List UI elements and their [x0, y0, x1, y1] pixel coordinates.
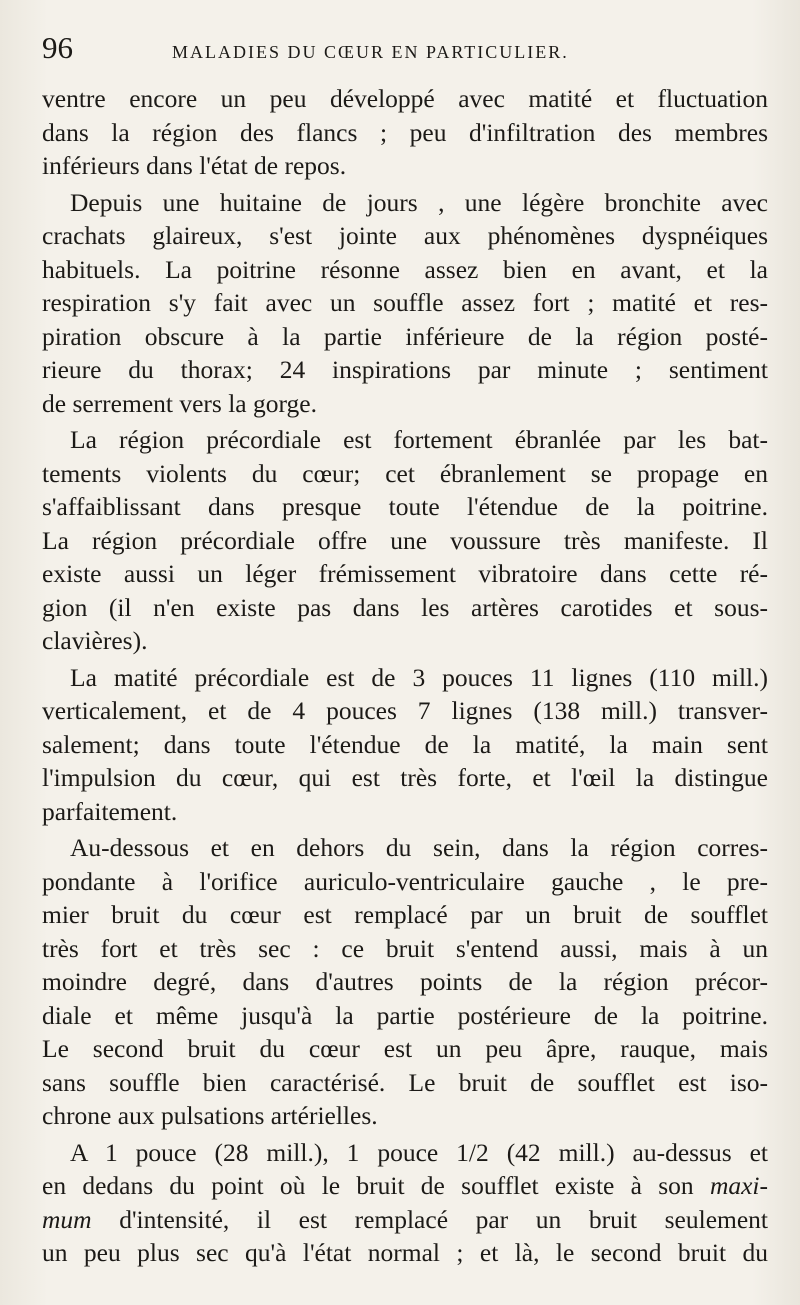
text-line: gion (il n'en existe pas dans les artères carotides et sous-	[42, 592, 768, 622]
text-line: mum d'intensité, il est remplacé par un bruit seulement	[42, 1204, 768, 1234]
text-line: existe aussi un léger frémissement vibratoire dans cette ré-	[42, 559, 768, 588]
page-number: 96	[42, 30, 73, 65]
text-line: rieure du thorax; 24 inspirations par minute ; sentiment	[42, 355, 768, 384]
text-line: ventre encore un peu développé avec matité et fluctuation	[42, 84, 768, 113]
text-line: clavières).	[42, 626, 148, 655]
text-line: piration obscure à la partie inférieure de la région posté-	[42, 321, 768, 351]
text-line: Au-dessous et en dehors du sein, dans la région corres-	[70, 833, 768, 862]
text-line: Le second bruit du cœur est un peu âpre, rauque, mais	[42, 1034, 768, 1063]
text-line: diale et même jusqu'à la partie postérieure de la poitrine.	[42, 1000, 768, 1030]
text-line: Depuis une huitaine de jours , une légère bronchite avec	[70, 187, 768, 217]
text-line: moindre degré, dans d'autres points de la région précor-	[42, 967, 768, 996]
text-line: chrone aux pulsations artérielles.	[42, 1101, 378, 1130]
paragraph	[42, 186, 768, 421]
text-line: A 1 pouce (28 mill.), 1 pouce 1/2 (42 mill.) au-dessus et	[70, 1137, 768, 1167]
paragraph	[42, 831, 768, 1133]
text-line: La matité précordiale est de 3 pouces 11 lignes (110 mill.)	[70, 662, 768, 692]
text-line: sans souffle bien caractérisé. Le bruit de soufflet est iso-	[42, 1067, 768, 1097]
text-line: La région précordiale est fortement ébranlée par les bat-	[70, 425, 768, 454]
text-line: pondante à l'orifice auriculo-ventriculaire gauche , le pre-	[42, 866, 768, 896]
text-line: de serrement vers la gorge.	[42, 388, 317, 418]
text-line: dans la région des flancs ; peu d'infiltration des membres	[42, 117, 768, 147]
body-text	[42, 82, 768, 1270]
text-line: La région précordiale offre une voussure très manifeste. Il	[42, 525, 768, 555]
text-line: salement; dans toute l'étendue de la matité, la main sent	[42, 729, 768, 759]
text-line: en dedans du point où le bruit de soufflet existe à son maxi-	[42, 1171, 768, 1200]
text-line: tements violents du cœur; cet ébranlement se propage en	[42, 458, 768, 488]
text-line: habituels. La poitrine résonne assez bien en avant, et la	[42, 254, 768, 284]
paragraph	[42, 1136, 768, 1270]
text-line: respiration s'y fait avec un souffle assez fort ; matité et res-	[42, 288, 768, 317]
text-line: inférieurs dans l'état de repos.	[42, 151, 347, 180]
text-line: crachats glaireux, s'est jointe aux phénomènes dyspnéiques	[42, 221, 768, 250]
text-line: très fort et très sec : ce bruit s'entend aussi, mais à un	[42, 933, 768, 963]
text-line: s'affaiblissant dans presque toute l'étendue de la poitrine.	[42, 492, 768, 521]
page-header	[42, 30, 768, 82]
paragraph	[42, 661, 768, 829]
running-title: MALADIES DU CŒUR EN PARTICULIER.	[172, 42, 569, 62]
paragraph	[42, 423, 768, 658]
text-line: parfaitement.	[42, 796, 178, 826]
text-line: verticalement, et de 4 pouces 7 lignes (138 mill.) transver-	[42, 696, 768, 725]
paragraph	[42, 82, 768, 183]
text-line: un peu plus sec qu'à l'état normal ; et là, le second bruit du	[42, 1238, 768, 1267]
text-line: mier bruit du cœur est remplacé par un bruit de soufflet	[42, 900, 768, 929]
text-line: l'impulsion du cœur, qui est très forte, et l'œil la distingue	[42, 763, 768, 792]
